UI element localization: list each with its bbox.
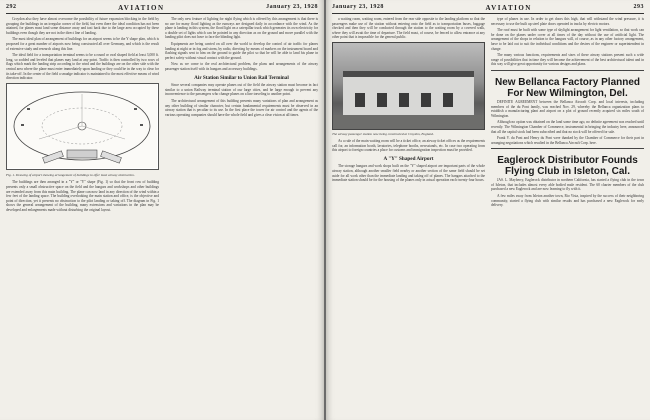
right-page-number: 293 [633, 4, 644, 10]
paragraph: The ideal field for a transportation terminal seems to be a round or oval shaped field at least 3,000 ft. long, so sodded and leveled that planes may land at any point. Traffic is then controlled by two rows of flags which mark the landing strip according to the wind and the buildings are on the other side with the central area where the plane must enter immediately upon landing or they could be in the way to clear for its take-off. In the center of the field a smudge indicator is maintained to the most effective means of wind direction indicator. [6, 53, 159, 81]
paragraph: a waiting room, waiting room, entered from the rear side opposite to the landing platform so that the passengers make use of the station without entering onto the field as to transportation buses, baggage checked and then they will be conducted through the station to the waiting room by a covered walk, where they will await the time of departure. The field must, of course, be fenced to allow entrance at any other point that is impossible for the general public. [332, 17, 485, 40]
divider [491, 70, 644, 71]
paragraph: JAS. L. Mayberry, Eaglerock distributor in northern California, has started a flying club in the town of Isleton, that includes almost every able bodied male resident. The 60 charter members of the club purchased a new Eaglerock and are now learning to fly with it. [491, 178, 644, 192]
paragraph: DEFINITE AGREEMENT between the Bellanca Aircraft Corp. and local interests, including members of the du Pont family, was reached Nov. 29, whereby the Bellanca organization plans to establish a manufacturing plant and airport on a plot of ground recently acquired six miles south of Wilmington. [491, 99, 644, 118]
right-running-head [332, 4, 644, 14]
eaglerock-headline: Eaglerock Distributor Founds Flying Club in Isleton, Cal. [497, 155, 638, 178]
station-photo [332, 42, 485, 130]
paragraph: type of planes in use. In order to get doors this high, that will withstand the wind pressure, it is necessary to use the built up steel plate doors operated in tracks by electric motors. [491, 17, 644, 26]
ground-shape [333, 115, 484, 129]
airport-layout-drawing [7, 84, 157, 168]
left-page [0, 0, 324, 420]
paragraph: Frank V. du Pont and Henry du Pont were thanked by the Chamber of Commerce for their part in arranging negotiations which resulted in the Bellanca Aircraft Corp. here. [491, 136, 644, 145]
paragraph: As a rule of the main waiting room will be a ticket office, an airway ticket offices as the requirements call for, an information booth, lavatories, telephone booths, newsstands, etc. In case two operating from this airport to foreign countries a place for customs and immigration inspection must be provided. [332, 138, 485, 153]
left-running-title: AVIATION [118, 4, 165, 12]
airport-diagram [6, 83, 159, 171]
window-shape [421, 93, 431, 107]
paragraph: Since several companies may operate planes out of the field the airway station must become in fact similar to a union Railway terminal station of our large cities, and be large enough to prevent any inconvenience to the passengers who change planes on a line traveling to another point. [165, 83, 318, 97]
divider [491, 148, 644, 149]
paragraph: The many various functions, requirements and sizes of these airway stations present such a wide range of possibilities that in time they will become the achievement of the best architectural talent and in this way will give great opportunity for various designs and plans. [491, 53, 644, 67]
left-column-2 [165, 17, 318, 214]
paragraph: Although no option was obtained on the land some time ago, no definite agreement was reached until recently. The Wilmington Chamber of Commerce, instrumental in bringing the industry here, announced that all the capital stock had been subscribed and that no stock will be offered for sale. [491, 120, 644, 134]
window-shape [399, 93, 409, 107]
right-page [326, 0, 650, 420]
left-column-1 [6, 17, 159, 214]
window-shape [377, 93, 387, 107]
section-subhead: A "Y" Shaped Airport [383, 155, 434, 162]
figure-caption: Fig. 1. Drawing of airport showing arrangement of buildings to offer least airway obstruction. [6, 173, 135, 178]
left-date: January 23, 1928 [266, 4, 318, 10]
paragraph: The architectural arrangement of this building presents many variations of plan and arrangement as any other building of similar character, but certain fundamental requirements must be observed in an airway station that is peculiar to its use. In the first place the tower for air control and the agents of the various operating companies should have the whole field and gives a clear vision at all times. [165, 98, 318, 117]
paragraph: Croydon also they have almost overcome the possibility of future expansion blocking in the field by grouping the buildings in an irregular corner of the field, but even there the ideal condition has not been attained, for planes must land some distance away and taxi back due to the large area occupied by these buildings even though they are not in the direct line of landing. [6, 17, 159, 35]
paragraph: A few miles away from Isleton another town, Rio Vista, inspired by the success of their neighboring community, started a flying club with similar results and has purchased a new Eaglerock for early delivery. [491, 194, 644, 208]
paragraph: The only new feature of lighting for night flying which is offered by this arrangement is that there is no use for many flood lighting as the runways are designed daily in accordance with the wind. As the plane is landing in this system, the flood light on a caterpillar truck which generates its own electricity for a double set of lights which can be pointed in any direction as on the ground and move parallel with the landing pilot does not have to face the blinding light. [165, 17, 318, 40]
left-running-head [6, 4, 318, 14]
paragraph: The buildings are then arranged in a "Y" or "Y" shape (Fig. 1) so that the front row of building presents only a small obstructive space on the field and the hangars and workshops and other buildings are extended away from this main building. The plane can now land in any direction of the wind within a few feet of the landing space. The building overlooking the main station and office, is the objective and point of direction, yet it presents no obstruction to the pilot landing or taking off. The diagram in Fig. 1 shows the general arrangement of the building, many extensions and variations in the plan may be developed and enlargements made without disturbing the original layout. [6, 180, 159, 212]
paragraph: The most ideal plan of arrangement of buildings for an airport seems to be the Y shape plan, which is proposed for a great number of airports now being constructed all over Germany, and which is the result of extensive study and research along this line. [6, 37, 159, 51]
right-date: January 23, 1928 [332, 4, 384, 10]
bellanca-headline: New Bellanca Factory Planned For New Wilmington, Del. [494, 76, 641, 99]
paragraph: The roof must be built with some type of skylight arrangement for light ventilation, so that work can be done on the planes under cover at all times of the day without the use of artificial light. The arrangement of the shops in relation to the hangars will, of course, as in any other factory arrangement, have to be laid out to suit the individual conditions and the desires of the engineer or superintendent in charge. [491, 28, 644, 51]
photo-caption: The airway passenger station now being constructed at Croydon, England. [332, 131, 434, 136]
right-running-title: AVIATION [485, 4, 532, 12]
paragraph: Equipments are being carried on all over the world to develop the control of air traffic for planes landing at night or in fog and storm, by radio, directing by means of markers on the instrument board and flashing signals sent to him on the ground to guide the pilot so that he will be able to land his plane in perfect safety without visual contact with the ground. [165, 41, 318, 60]
paragraph: The storage hangars and work shops built on the "Y" shaped airport are important parts of the whole airway station, although another smaller field nearby or another section of the same field should be set aside for all work other than the immediate landing and taking off of planes. The hangars attached to the immediate station should be for the housing of the planes only in actual operation each twenty-four hours. [332, 164, 485, 183]
right-column-2 [491, 17, 644, 210]
window-shape [443, 93, 453, 107]
left-page-number: 292 [6, 4, 17, 10]
right-column-1 [332, 17, 485, 210]
section-subhead: Air Station Similar to Union Rail Terminal [194, 74, 289, 81]
paragraph: Now as we come to the real architectural problem, the plans and arrangements of the airway passenger station itself with its hangars and accessory buildings. [165, 62, 318, 71]
window-shape [355, 93, 365, 107]
